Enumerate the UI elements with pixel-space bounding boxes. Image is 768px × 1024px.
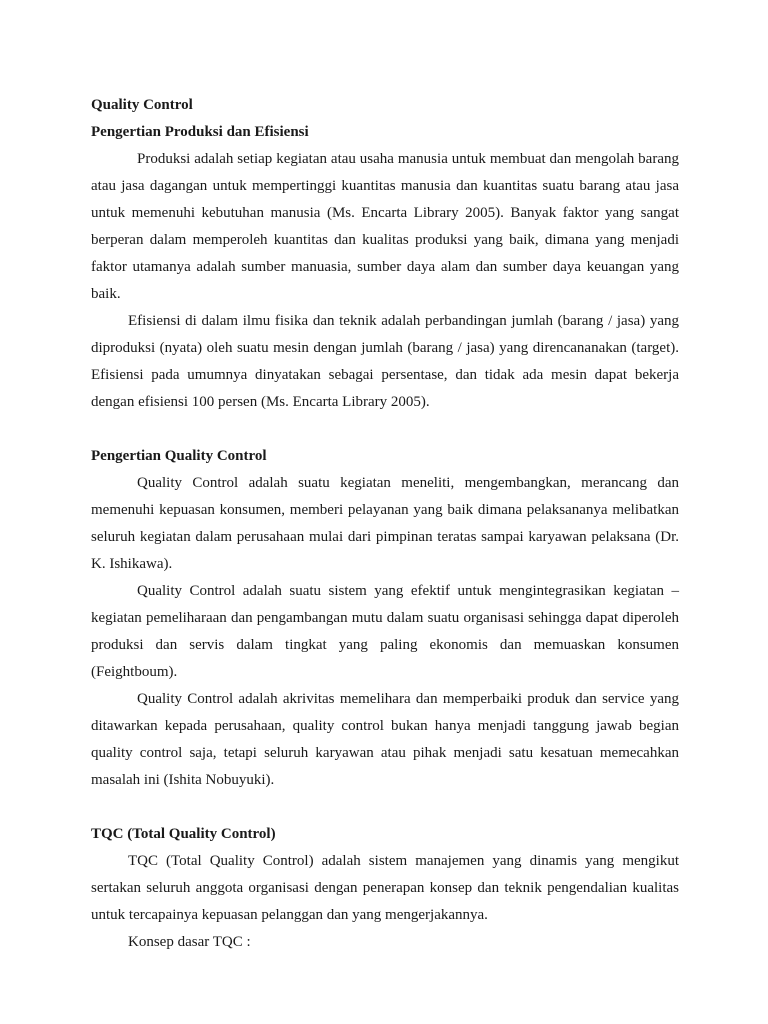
document-title: Quality Control [91, 97, 193, 113]
section-heading-produksi: Pengertian Produksi dan Efisiensi [91, 124, 309, 140]
section-spacer [91, 794, 679, 821]
paragraph-produksi: Produksi adalah setiap kegiatan atau usaha manusia untuk membuat dan mengolah barang atau jasa dagangan untuk mempertinggi kuantitas manusia dan kuantitas suatu barang atau jasa untuk memenuhi kebutuhan manusia (Ms. Encarta Library 2005). Banyak faktor yang sangat berperan dalam memperoleh kuantitas dan kualitas produksi yang baik, dimana yang menjadi faktor utamanya adalah sumber manuasia, sumber daya alam dan sumber daya keuangan yang baik. [91, 151, 679, 302]
paragraph-tqc-concept: Konsep dasar TQC : [128, 934, 251, 950]
section-heading-quality-control: Pengertian Quality Control [91, 448, 267, 464]
section-spacer [91, 416, 679, 443]
paragraph-qc-nobuyuki: Quality Control adalah akrivitas memelihara dan memperbaiki produk dan service yang ditawarkan kepada perusahaan, quality control bukan hanya menjadi tanggung jawab begian quality control saja, tetapi seluruh karyawan atau pihak menjadi satu kesatuan memecahkan masalah ini (Ishita Nobuyuki). [91, 691, 679, 788]
paragraph-qc-ishikawa: Quality Control adalah suatu kegiatan meneliti, mengembangkan, merancang dan memenuhi kepuasan konsumen, memberi pelayanan yang baik dimana pelaksananya melibatkan seluruh kegiatan dalam perusahaan mulai dari pimpinan teratas sampai karyawan pelaksana (Dr. K. Ishikawa). [91, 475, 679, 572]
paragraph-efisiensi: Efisiensi di dalam ilmu fisika dan teknik adalah perbandingan jumlah (barang / jasa) yang diproduksi (nyata) oleh suatu mesin dengan jumlah (barang / jasa) yang direncananakan (target). Efisiensi pada umumnya dinyatakan sebagai persentase, dan tidak ada mesin dapat bekerja dengan efisiensi 100 persen (Ms. Encarta Library 2005). [91, 313, 679, 410]
paragraph-tqc-definition: TQC (Total Quality Control) adalah sistem manajemen yang dinamis yang mengikut sertakan seluruh anggota organisasi dengan penerapan konsep dan teknik pengendalian kualitas untuk tercapainya kepuasan pelanggan dan yang mengerjakannya. [91, 853, 679, 923]
paragraph-qc-feightboum: Quality Control adalah suatu sistem yang efektif untuk mengintegrasikan kegiatan – kegiatan pemeliharaan dan pengambangan mutu dalam suatu organisasi sehingga dapat diperoleh produksi dan servis dalam tingkat yang paling ekonomis dan memuaskan konsumen (Feightboum). [91, 583, 679, 680]
section-heading-tqc: TQC (Total Quality Control) [91, 826, 276, 842]
